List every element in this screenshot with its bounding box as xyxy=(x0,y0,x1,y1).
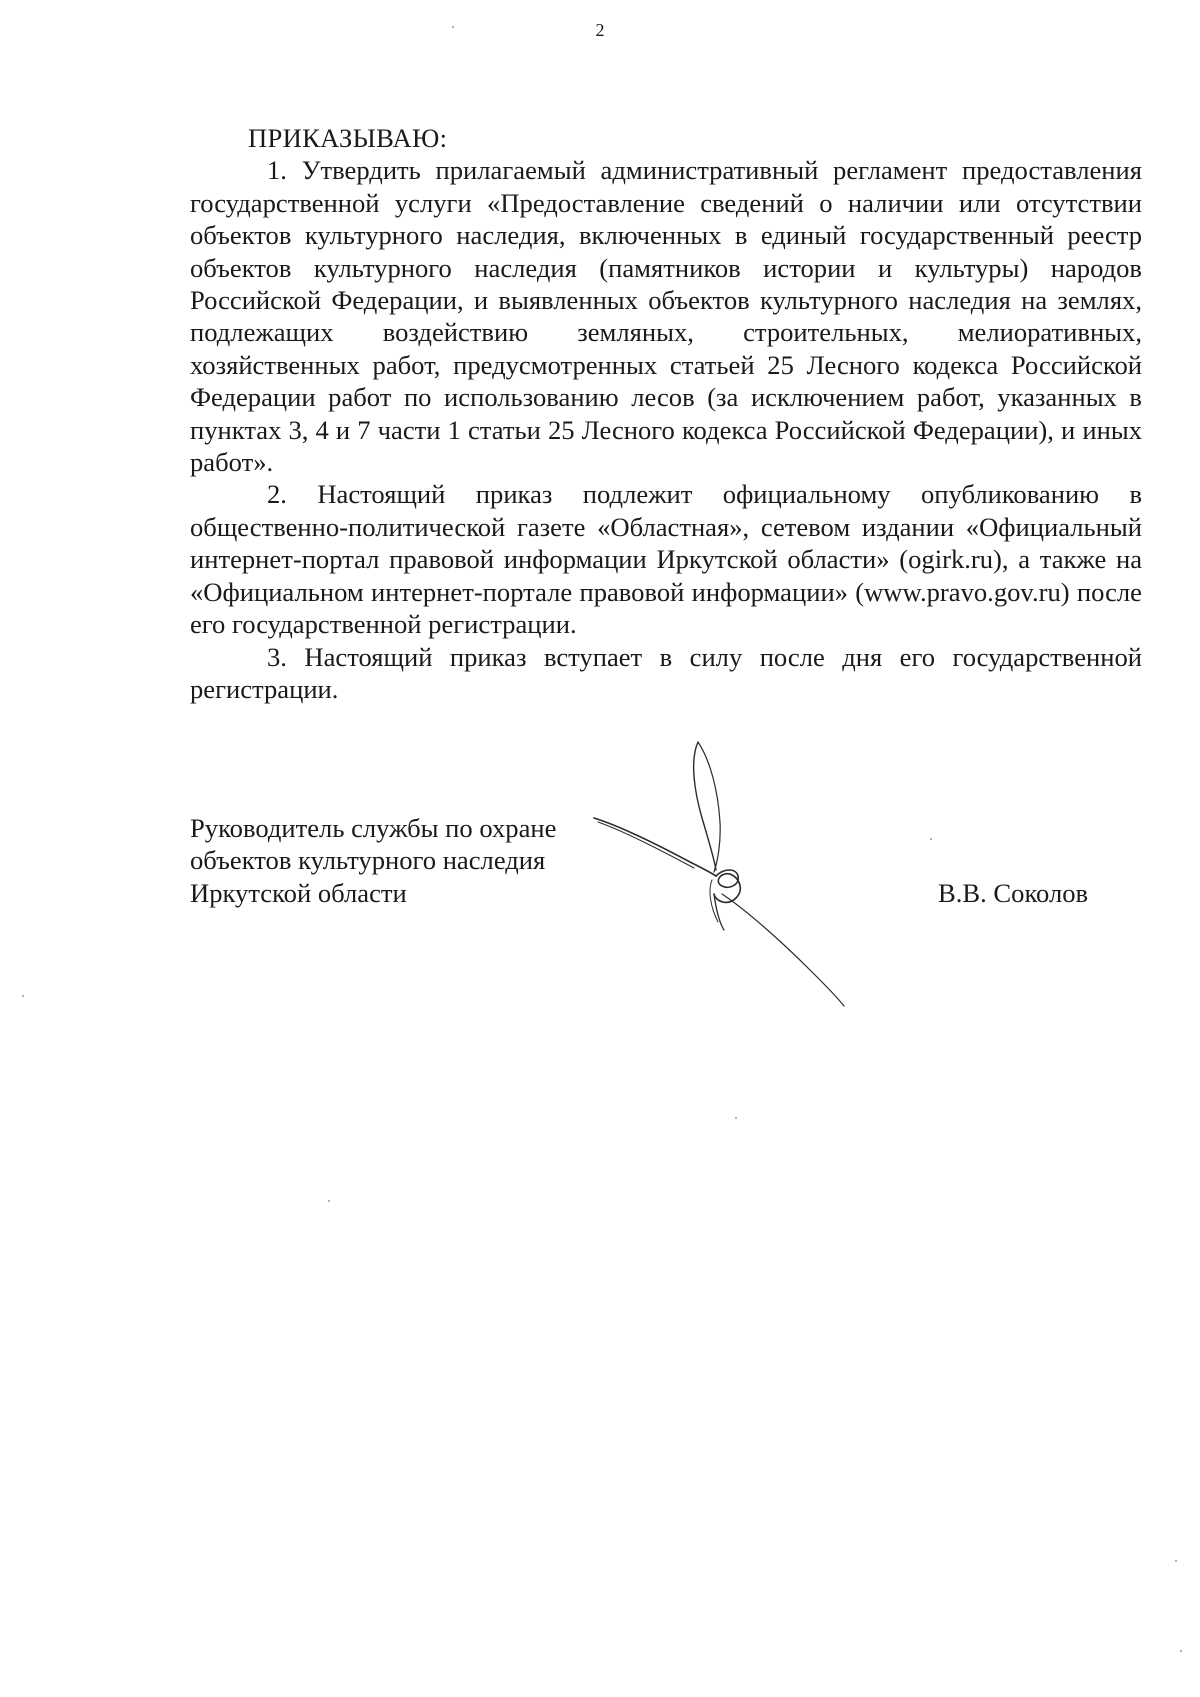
decree-item-1: 1. Утвердить прилагаемый административный регламент предоставления государственной услуги «Предоставление сведений о наличии или отсутствии объектов культурного наследия, включенных в единый государственный реестр объектов культурного наследия (памятников истории и культуры) народов Российской Федерации, и выявленных объектов культурного наследия на землях, подлежащих воздействию земляных, строительных, мелиоративных, хозяйственных работ, предусмотренных статьей 25 Лесного кодекса Российской Федерации работ по использованию лесов (за исключением работ, указанных в пунктах 3, 4 и 7 части 1 статьи 25 Лесного кодекса Российской Федерации), и иных работ». xyxy=(190,155,1142,478)
decree-body xyxy=(190,122,1142,705)
decree-item-2: 2. Настоящий приказ подлежит официальному опубликованию в общественно-политической газете «Областная», сетевом издании «Официальный интернет-портал правовой информации Иркутской области» (ogirk.ru), а также на «Официальном интернет-портале правовой информации» (www.pravo.gov.ru) после его государственной регистрации. xyxy=(190,479,1142,640)
scan-speck xyxy=(930,838,932,840)
scan-speck xyxy=(1180,1650,1182,1652)
scan-speck xyxy=(1175,1560,1177,1562)
scan-speck xyxy=(22,995,24,997)
page-number: 2 xyxy=(595,20,605,40)
decree-heading: ПРИКАЗЫВАЮ: xyxy=(248,123,448,153)
signatory-position-line: объектов культурного наследия xyxy=(190,845,546,876)
handwritten-signature xyxy=(590,730,890,1030)
signatory-position-line: Руководитель службы по охране xyxy=(190,813,557,843)
decree-item-3: 3. Настоящий приказ вступает в силу после дня его государственной регистрации. xyxy=(190,641,1142,704)
scan-speck xyxy=(328,1200,330,1202)
signatory-name: В.В. Соколов xyxy=(938,878,1089,908)
signatory-position-line: Иркутской области xyxy=(190,877,407,908)
signatory-position xyxy=(190,812,556,909)
scan-speck xyxy=(735,1117,737,1119)
scan-speck xyxy=(452,26,454,28)
